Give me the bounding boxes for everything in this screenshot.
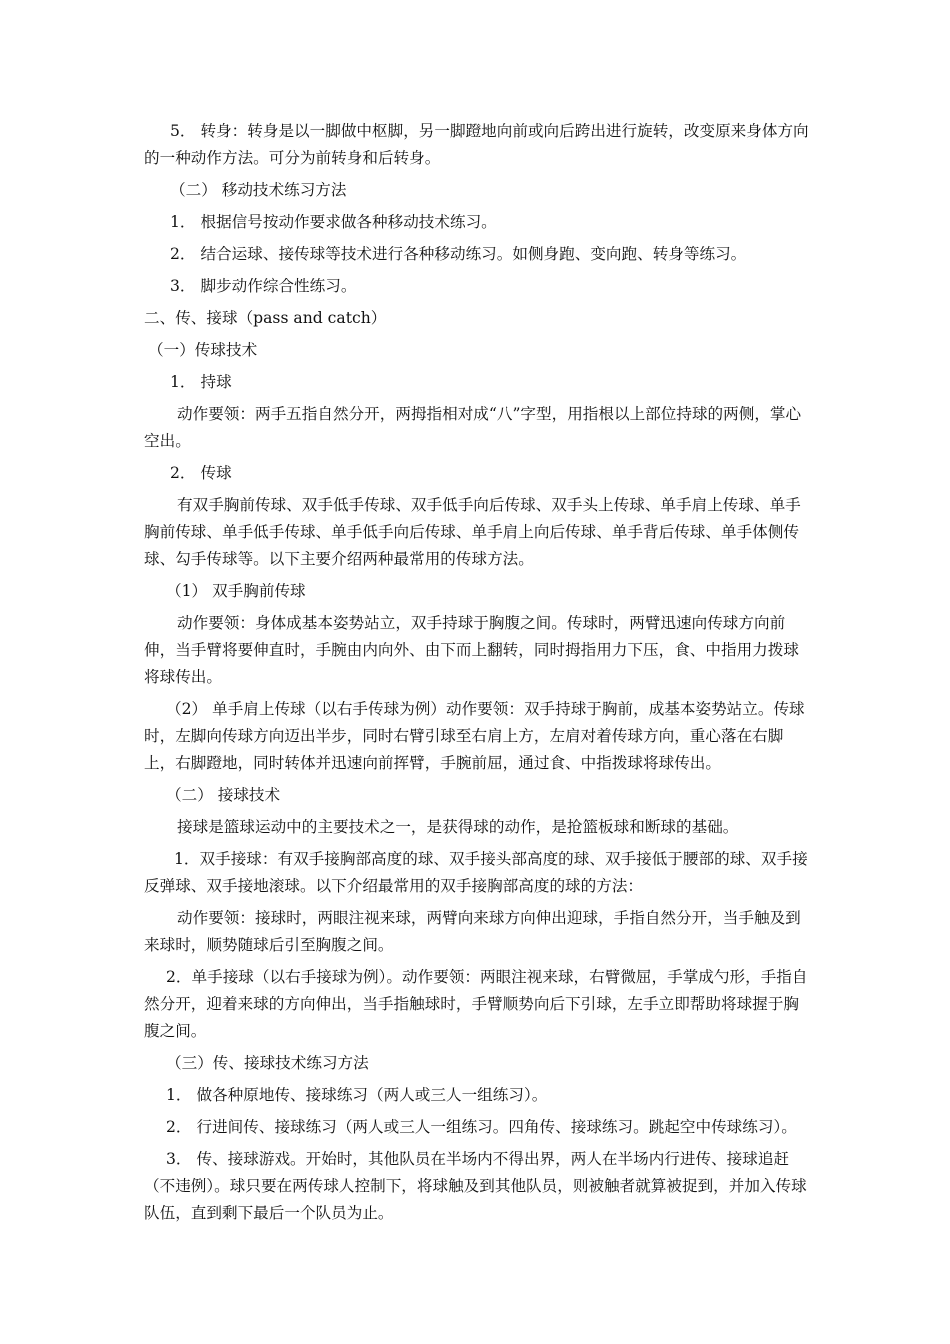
subheading-practice-methods: （三）传、接球技术练习方法 <box>166 1054 369 1072</box>
practice-item-3: 3． 传、接球游戏。开始时，其他队员在半场内不得出界，两人在半场内行进传、接球追赶（不违例）。球只要在两传球人控制下，将球触及到其他队员，则被触者就算被捉到，并加入传球队伍，直到剩下最后一个队员为止。 <box>144 1150 807 1222</box>
list-item-1: 1． 根据信号按动作要求做各种移动技术练习。 <box>170 213 497 231</box>
section-heading-pass-catch: 二、传、接球（pass and catch） <box>144 309 387 327</box>
document-page <box>144 118 812 1227</box>
heading-passing: 2． 传球 <box>170 464 232 482</box>
subheading-catching: （二） 接球技术 <box>166 786 281 804</box>
heading-movement-practice: （二） 移动技术练习方法 <box>170 181 347 199</box>
paragraph-one-hand-catch: 2．单手接球（以右手接球为例）。动作要领：两眼注视来球，右臂微屈，手掌成勺形，手指自然分开，迎着来球的方向伸出，当手指触球时，手臂顺势向后下引球，左手立即帮助将球握于胸腹之间。 <box>144 968 808 1040</box>
paragraph-chest-pass: 动作要领：身体成基本姿势站立，双手持球于胸腹之间。传球时，两臂迅速向传球方向前伸，当手臂将要伸直时，手腕由内向外、由下而上翻转，同时拇指用力下压，食、中指用力拨球将球传出。 <box>144 614 799 686</box>
subheading-passing: （一）传球技术 <box>148 341 258 359</box>
practice-item-1: 1． 做各种原地传、接球练习（两人或三人一组练习）。 <box>166 1086 548 1104</box>
heading-holding: 1． 持球 <box>170 373 232 391</box>
paragraph-two-hand-catch-essentials: 动作要领：接球时，两眼注视来球，两臂向来球方向伸出迎球，手指自然分开，当手触及到来球时，顺势随球后引至胸腹之间。 <box>144 909 801 954</box>
paragraph-holding: 动作要领：两手五指自然分开，两拇指相对成“八”字型，用指根以上部位持球的两侧，掌心空出。 <box>144 405 802 450</box>
practice-item-2: 2． 行进间传、接球练习（两人或三人一组练习。四角传、接球练习。跳起空中传球练习）。 <box>166 1118 797 1136</box>
list-item-2: 2． 结合运球、接传球等技术进行各种移动练习。如侧身跑、变向跑、转身等练习。 <box>170 245 747 263</box>
list-item-3: 3． 脚步动作综合性练习。 <box>170 277 357 295</box>
paragraph-passing-types: 有双手胸前传球、双手低手传球、双手低手向后传球、双手头上传球、单手肩上传球、单手胸前传球、单手低手传球、单手低手向后传球、单手肩上向后传球、单手背后传球、单手体侧传球、勾手传球等。以下主要介绍两种最常用的传球方法。 <box>144 496 801 568</box>
paragraph-two-hand-catch: 1．双手接球：有双手接胸部高度的球、双手接头部高度的球、双手接低于腰部的球、双手接反弹球、双手接地滚球。以下介绍最常用的双手接胸部高度的球的方法： <box>144 850 808 895</box>
heading-chest-pass: （1） 双手胸前传球 <box>166 582 306 600</box>
paragraph-shoulder-pass: （2） 单手肩上传球（以右手传球为例）动作要领：双手持球于胸前，成基本姿势站立。传球时，左脚向传球方向迈出半步，同时右臂引球至右肩上方，左肩对着传球方向，重心落在右脚上，右脚蹬地，同时转体并迅速向前挥臂，手腕前屈，通过食、中指拨球将球传出。 <box>144 700 805 772</box>
paragraph-turn: 5． 转身：转身是以一脚做中枢脚，另一脚蹬地向前或向后跨出进行旋转，改变原来身体方向的一种动作方法。可分为前转身和后转身。 <box>144 122 809 167</box>
paragraph-catching-intro: 接球是篮球运动中的主要技术之一，是获得球的动作，是抢篮板球和断球的基础。 <box>177 818 739 836</box>
